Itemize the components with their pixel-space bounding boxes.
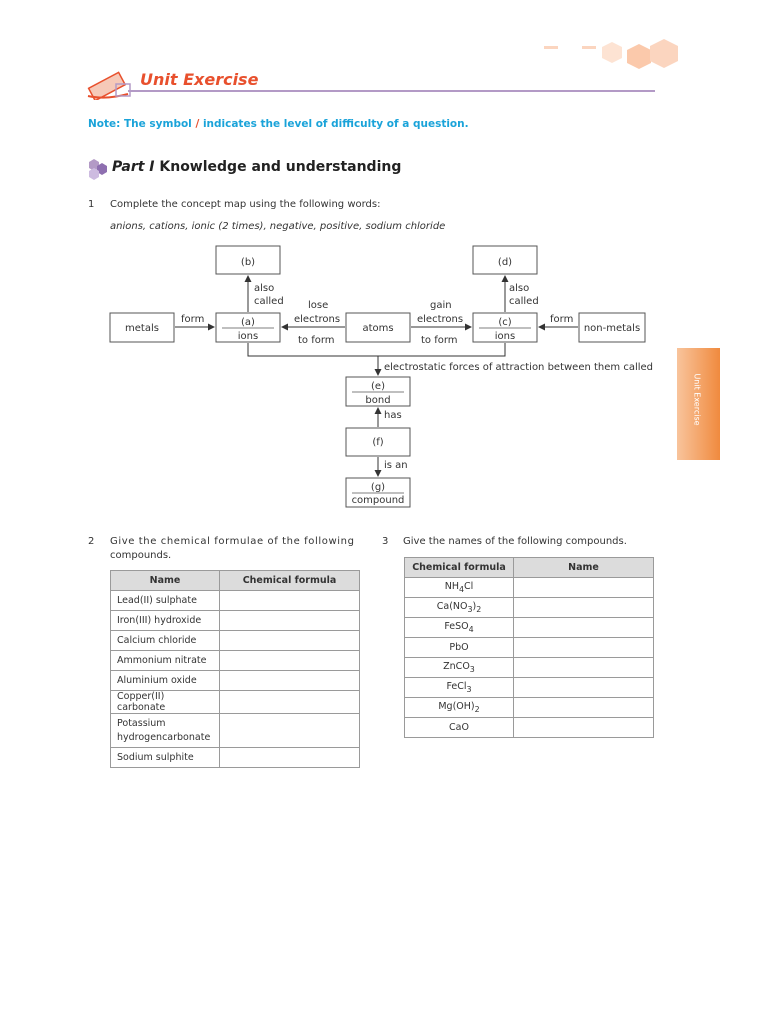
q2-answer-cell[interactable] [220, 748, 360, 768]
q3-answer-cell[interactable] [514, 638, 654, 658]
table-row [111, 591, 360, 611]
q2-answer-cell[interactable] [220, 631, 360, 651]
label-bond: bond [365, 395, 391, 406]
table-row [111, 631, 360, 651]
label-ions-left: ions [237, 331, 259, 342]
q2-header-formula: Chemical formula [220, 571, 360, 591]
q3-formula-cell: FeCl$_3$ [405, 678, 514, 698]
q2-name-cell: Iron(III) hydroxide [111, 611, 220, 631]
q2-name-line1: Potassium [117, 717, 166, 729]
label-ions-right: ions [494, 331, 516, 342]
q1-word-list: anions, cations, ionic (2 times), negative, positive, sodium chloride [110, 221, 446, 232]
q2-answer-cell[interactable] [220, 651, 360, 671]
difficulty-symbol: / [195, 118, 200, 130]
table-row [111, 671, 360, 691]
table-row [111, 691, 360, 714]
q3-answer-cell[interactable] [514, 698, 654, 718]
table-row [405, 618, 654, 638]
q2-name-cell: Sodium sulphite [111, 748, 220, 768]
q2-answer-cell[interactable] [220, 611, 360, 631]
electrons-lose-label: electrons [294, 314, 341, 325]
q1-prompt: Complete the concept map using the following words: [110, 199, 381, 210]
q3-formula-cell: $Ca(NO_3)_2$ [405, 598, 514, 618]
q2-prompt-line1: Give the chemical formulae of the following [110, 536, 355, 547]
q2-answer-cell[interactable] [220, 714, 360, 748]
called-right: called [509, 296, 539, 307]
q3-formula-cell: PbO [405, 638, 514, 658]
label-f: (f) [372, 437, 384, 448]
form-left: form [181, 314, 205, 325]
form-right: form [550, 314, 574, 325]
table-row [405, 678, 654, 698]
to-form-left: to form [298, 335, 335, 346]
q2-name-cell [111, 714, 220, 748]
q1-number: 1 [88, 199, 95, 210]
also-left: also [254, 283, 275, 294]
note-prefix: Note: The symbol [88, 118, 192, 130]
q3-answer-cell[interactable] [514, 678, 654, 698]
q3-prompt: Give the names of the following compounds. [403, 536, 627, 547]
page-title: Unit Exercise [140, 70, 259, 89]
q3-answer-cell[interactable] [514, 618, 654, 638]
q3-answer-cell[interactable] [514, 578, 654, 598]
q3-formula-cell: $Mg(OH)_2$ [405, 698, 514, 718]
label-b: (b) [240, 257, 256, 268]
q2-answer-cell[interactable] [220, 691, 360, 714]
q2-answer-cell[interactable] [220, 671, 360, 691]
label-d: (d) [497, 257, 513, 268]
table-row [405, 718, 654, 738]
label-atoms: atoms [362, 323, 394, 334]
label-a: (a) [241, 317, 255, 328]
part-label: Part I [112, 159, 155, 175]
q2-name-cell: Ammonium nitrate [111, 651, 220, 671]
q3-table [404, 557, 654, 738]
q3-formula-cell: $NH_4Cl$ [405, 578, 514, 598]
gain-label: gain [430, 300, 452, 311]
table-row [111, 714, 360, 748]
table-row [111, 651, 360, 671]
table-row [111, 611, 360, 631]
table-row [405, 638, 654, 658]
q3-formula-cell: FeSO$_4$ [405, 618, 514, 638]
q3-header-name: Name [514, 558, 654, 578]
q3-answer-cell[interactable] [514, 718, 654, 738]
side-tab-label: Unit Exercise [692, 373, 702, 426]
label-compound: compound [351, 495, 405, 506]
has-label: has [384, 410, 402, 421]
table-row [405, 578, 654, 598]
is-an-label: is an [384, 460, 408, 471]
q3-answer-cell[interactable] [514, 598, 654, 618]
to-form-right: to form [421, 335, 458, 346]
q2-name-line2: hydrogencarbonate [117, 731, 211, 743]
label-non-metals: non-metals [583, 323, 641, 334]
q3-answer-cell[interactable] [514, 658, 654, 678]
electrons-gain-label: electrons [417, 314, 464, 325]
table-row [405, 698, 654, 718]
q2-answer-cell[interactable] [220, 591, 360, 611]
part-title: Knowledge and understanding [159, 159, 402, 175]
table-row [405, 658, 654, 678]
label-e: (e) [371, 381, 385, 392]
q2-name-cell: Aluminium oxide [111, 671, 220, 691]
q2-number: 2 [88, 536, 95, 547]
called-left: called [254, 296, 284, 307]
q3-formula-cell: ZnCO$_3$ [405, 658, 514, 678]
q2-header-name: Name [111, 571, 220, 591]
label-c: (c) [498, 317, 512, 328]
q3-header-formula: Chemical formula [405, 558, 514, 578]
q2-name-cell: Lead(II) sulphate [111, 591, 220, 611]
table-row [111, 748, 360, 768]
electrostatic-label: electrostatic forces of attraction between them called [384, 362, 654, 373]
q2-name-cell: Calcium chloride [111, 631, 220, 651]
note-suffix: indicates the level of difficulty of a question. [202, 118, 469, 130]
q3-formula-cell: CaO [405, 718, 514, 738]
also-right: also [509, 283, 530, 294]
table-row [405, 598, 654, 618]
label-metals: metals [125, 323, 159, 334]
q2-table [110, 570, 360, 768]
label-g: (g) [370, 482, 386, 493]
q2-prompt-line2: compounds. [110, 550, 172, 561]
q3-number: 3 [382, 536, 389, 547]
lose-label: lose [308, 300, 329, 311]
q2-name-cell: Copper(II) carbonate [111, 691, 220, 714]
